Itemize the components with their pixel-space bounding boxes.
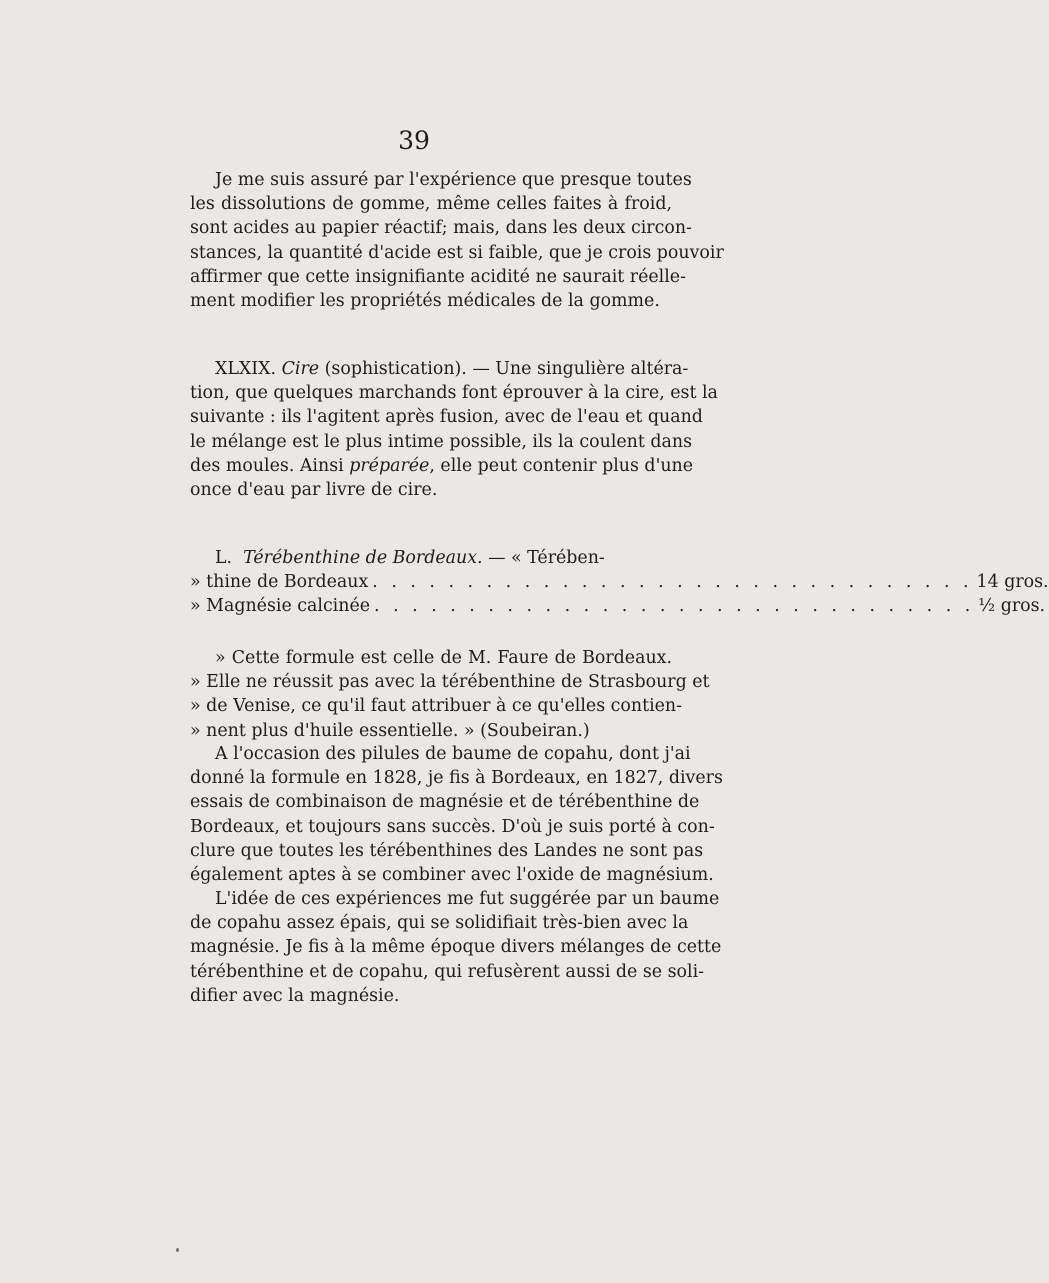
leader-dots: . . . . . . . . . . . . . . . . . . . . . . . . . . . . . . . . — [372, 572, 973, 592]
section-heading-line — [190, 546, 672, 570]
recipe-item: » thine de Bordeaux — [190, 572, 369, 592]
paper-speck — [176, 1248, 179, 1252]
text-line: les dissolutions de gomme, même celles faites à froid, — [190, 194, 672, 215]
text-line: également aptes à se combiner avec l'oxide de magnésium. — [190, 865, 714, 886]
text-line: essais de combinaison de magnésie et de térébenthine de — [190, 792, 700, 813]
recipe-row — [190, 594, 1046, 618]
leader-dots: . . . . . . . . . . . . . . . . . . . . . . . . . . . . . . . . — [374, 596, 975, 617]
heading-rest: — « Térében- — [488, 548, 605, 568]
text-line: A l'occasion des pilules de baume de copahu, dont j'ai — [215, 744, 691, 764]
text-fragment: , elle peut contenir plus d'une — [429, 455, 694, 476]
text-line: donné la formule en 1828, je fis à Bordeaux, en 1827, divers — [190, 768, 723, 789]
section-number: XLXIX. — [215, 359, 277, 379]
text-line: L'idée de ces expériences me fut suggérée par un baume — [215, 889, 720, 909]
text-line: Bordeaux, et toujours sans succès. D'où je suis porté à con- — [190, 816, 715, 837]
italic-word: préparée — [349, 455, 430, 476]
heading-rest: (sophistication). — Une singulière altéra- — [324, 359, 689, 379]
recipe-qty: 14 — [976, 572, 999, 592]
text-line: tion, que quelques marchands font éprouver à la cire, est la — [190, 383, 718, 404]
section-number: L. — [215, 548, 233, 568]
text-line: suivante : ils l'agitent après fusion, avec de l'eau et quand — [190, 407, 703, 428]
paragraph-experiences — [190, 887, 722, 1008]
text-line: affirmer que cette insignifiante acidité ne saurait réelle- — [190, 266, 686, 287]
section-title: Cire — [281, 359, 320, 379]
text-line: clure que toutes les térébenthines des Landes ne sont pas — [190, 840, 704, 861]
text-line: » nent plus d'huile essentielle. » (Soubeiran.) — [190, 720, 590, 741]
recipe — [190, 570, 1049, 618]
recipe-item: » Magnésie calcinée — [190, 596, 371, 617]
section-cire — [190, 357, 718, 502]
text-line: Je me suis assuré par l'expérience que presque toutes — [215, 170, 692, 190]
text-line: once d'eau par livre de cire. — [190, 480, 438, 501]
quote-soubeiran — [190, 646, 710, 743]
recipe-unit: gros. — [1004, 572, 1049, 592]
paragraph-gomme — [190, 168, 724, 313]
text-line: » Elle ne réussit pas avec la térébenthine de Strasbourg et — [190, 672, 710, 693]
page-number: 39 — [398, 126, 430, 155]
text-line: de copahu assez épais, qui se solidifiait très-bien avec la — [190, 913, 689, 934]
text-line: sont acides au papier réactif; mais, dans les deux circon- — [190, 218, 692, 239]
section-heading-line — [190, 357, 689, 381]
recipe-row — [190, 570, 1049, 594]
section-terebenthine-heading — [190, 546, 672, 570]
text-line: difier avec la magnésie. — [190, 985, 400, 1006]
paragraph-copahu — [190, 742, 723, 887]
text-line: » Cette formule est celle de M. Faure de Bordeaux. — [215, 648, 672, 668]
text-line: magnésie. Je fis à la même époque divers mélanges de cette — [190, 937, 722, 958]
text-line: » de Venise, ce qu'il faut attribuer à ce qu'elles contien- — [190, 696, 682, 717]
text-fragment: des moules. Ainsi — [190, 455, 344, 476]
recipe-unit: gros. — [1000, 596, 1046, 617]
text-line: térébenthine et de copahu, qui refusèrent aussi de se soli- — [190, 961, 705, 982]
text-line: ment modifier les propriétés médicales de la gomme. — [190, 291, 660, 312]
text-line: stances, la quantité d'acide est si faible, que je crois pouvoir — [190, 242, 724, 263]
recipe-qty: ½ — [978, 596, 996, 617]
text-line — [190, 454, 694, 478]
section-title: Térébenthine de Bordeaux. — [243, 548, 483, 568]
text-line: le mélange est le plus intime possible, ils la coulent dans — [190, 431, 693, 452]
